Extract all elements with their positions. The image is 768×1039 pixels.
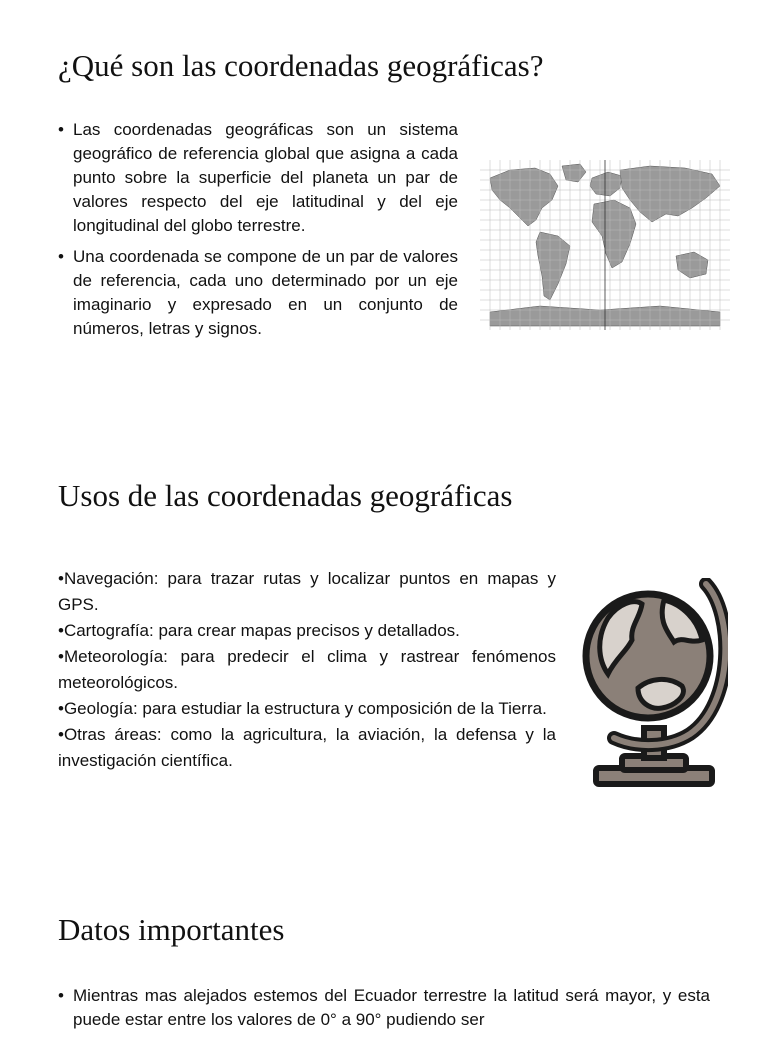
facts-list xyxy=(58,984,710,1039)
section-title-usos: Usos de las coordenadas geográficas xyxy=(58,478,513,513)
section-title-datos: Datos importantes xyxy=(58,912,285,947)
list-item: • Navegación: para trazar rutas y localizar puntos en mapas y GPS. xyxy=(58,566,556,618)
list-item: • Geología: para estudiar la estructura y composición de la Tierra. xyxy=(58,696,556,722)
world-map-image xyxy=(480,160,730,330)
list-item: • Una coordenada se compone de un par de valores de referencia, cada uno determinado por un eje imaginario y expresado en un conjunto de números, letras y signos. xyxy=(58,245,458,341)
list-item: • Meteorología: para predecir el clima y rastrear fenómenos meteorológicos. xyxy=(58,644,556,696)
globe-icon xyxy=(578,578,728,792)
list-item: • Las coordenadas geográficas son un sistema geográfico de referencia global que asigna a cada punto sobre la superficie del planeta un par de valores respecto del eje latitudinal y del eje longitudinal del globo terrestre. xyxy=(58,118,458,238)
definition-list xyxy=(58,118,458,348)
list-item: • Mientras mas alejados estemos del Ecuador terrestre la latitud será mayor, y esta puede estar entre los valores de 0° a 90° pudiendo ser xyxy=(58,984,710,1032)
list-item: • Cartografía: para crear mapas precisos y detallados. xyxy=(58,618,556,644)
section-title-coordenadas: ¿Qué son las coordenadas geográficas? xyxy=(58,48,544,83)
uses-list xyxy=(58,566,556,774)
list-item: • Otras áreas: como la agricultura, la aviación, la defensa y la investigación científica. xyxy=(58,722,556,774)
